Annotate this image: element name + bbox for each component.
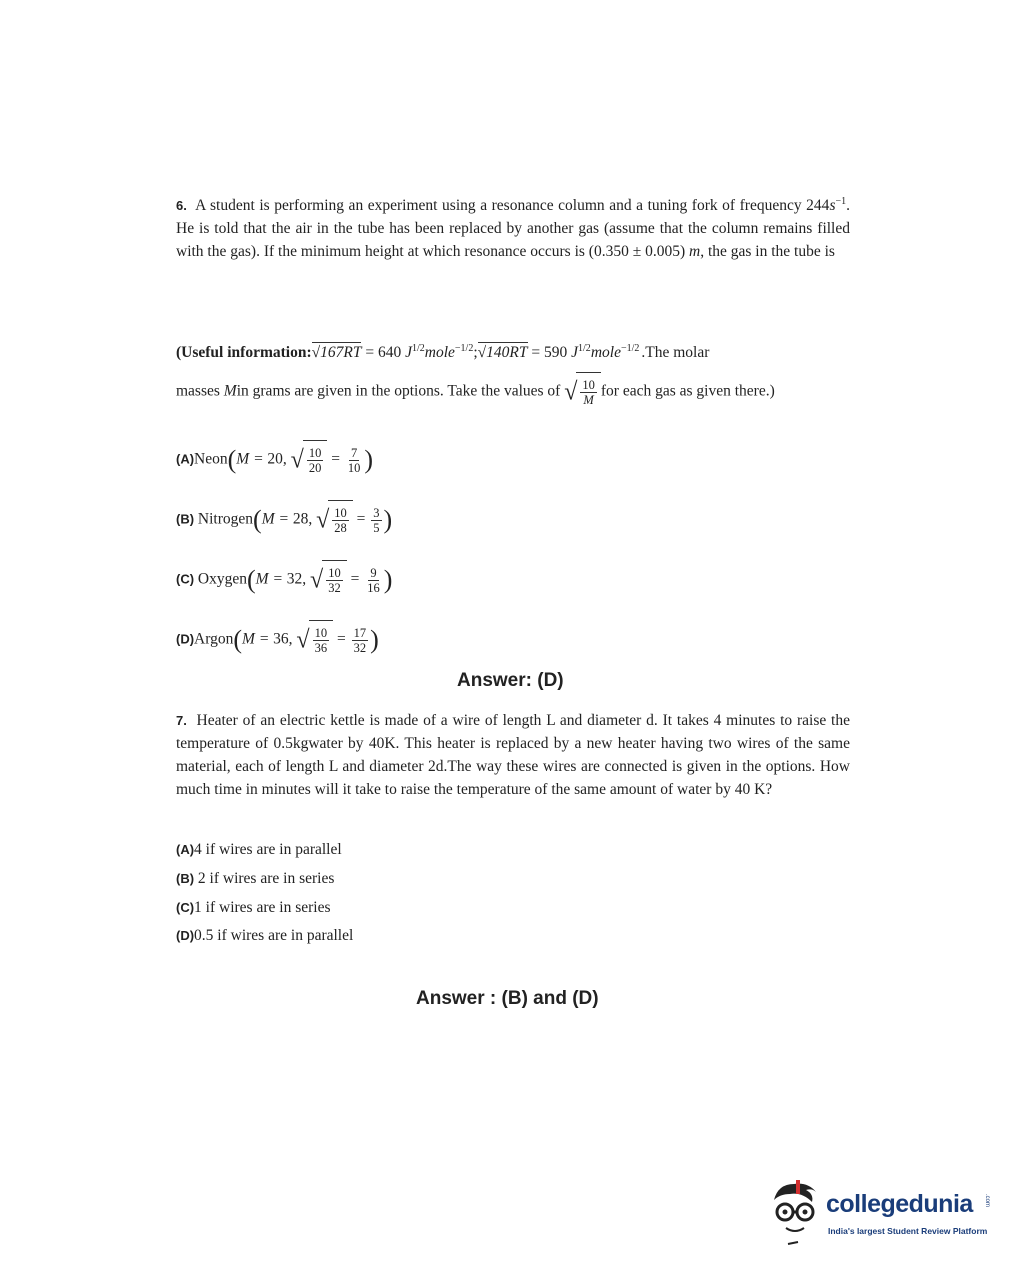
option-label: (C): [176, 571, 195, 587]
option-text: 0.5 if wires are in parallel: [194, 927, 354, 944]
frac-den: 32: [328, 581, 341, 595]
q6-option-b: (B) Nitrogen(M = 28, √ $\frac{10}{28}$ = $\frac{3}{5}$ ): [176, 500, 392, 540]
unit-s: s: [829, 197, 836, 215]
option-label: (B): [176, 511, 195, 527]
option-text: 1 if wires are in series: [194, 899, 331, 916]
q6-option-a: (A)Neon(M = 20, √ $\frac{10}{20}$ = $\frac{7}{10}$ ): [176, 440, 373, 480]
result-den: 16: [367, 580, 380, 595]
useful-label: (Useful information:: [176, 344, 312, 362]
question-7: [176, 709, 850, 801]
option-name: Nitrogen: [194, 510, 254, 528]
frac-den: 36: [314, 641, 328, 655]
q7-option-d: [176, 926, 353, 946]
frac-den: M: [583, 393, 594, 407]
unit-mole: mole: [424, 344, 455, 362]
unit-mole-2: mole: [590, 344, 621, 362]
option-mass: 20,: [267, 450, 287, 468]
result-num: 3: [373, 505, 380, 520]
rt-167: 167RT: [320, 344, 362, 362]
m-eq: M =: [255, 570, 287, 588]
equals: =: [331, 450, 340, 468]
frac-num: 10: [334, 506, 347, 520]
option-name: Argon: [194, 630, 234, 648]
option-mass: 36,: [273, 630, 293, 648]
result-num: 7: [350, 445, 358, 460]
question-text-b: . He is told that the air in the tube has been replaced by another gas (assume that the column remains filled with the gas). If the minimum height at which resonance occurs is (0.350 ± 0.005): [176, 197, 850, 261]
exp-half-2: 1/2: [578, 343, 591, 354]
result-den: 10: [347, 460, 361, 475]
result-num: 9: [370, 565, 377, 580]
result-den: 32: [353, 640, 367, 655]
brand-name: collegedunia: [826, 1190, 973, 1218]
brand-tagline: India's largest Student Review Platform: [828, 1226, 988, 1236]
q7-option-a: [176, 840, 342, 860]
exp-half: 1/2: [412, 343, 425, 354]
eq-590: = 590: [527, 344, 572, 362]
brand-dotcom: .com: [984, 1194, 990, 1208]
masses-text-a: masses: [176, 382, 224, 400]
m-eq: M =: [242, 630, 274, 648]
option-label: (A): [176, 451, 195, 467]
sqrt-10-over-m: √ $\frac{10}{M}$: [564, 372, 601, 412]
separator: ;: [473, 344, 478, 362]
rt-140: 140RT: [486, 344, 528, 362]
question-number: 7.: [176, 713, 187, 728]
question-text-a: A student is performing an experiment using a resonance column and a tuning fork of frequency 244: [195, 197, 830, 215]
frac-den: 28: [334, 521, 347, 535]
q7-answer: Answer : (B) and (D): [416, 988, 599, 1009]
option-text: 4 if wires are in parallel: [194, 841, 342, 858]
option-text: 2 if wires are in series: [194, 870, 335, 887]
q6-option-d: (D)Argon(M = 36, √ $\frac{10}{36}$ = $\frac{17}{32}$ ): [176, 620, 379, 660]
q6-option-c: (C) Oxygen(M = 32, √ $\frac{10}{32}$ = $\frac{9}{16}$ ): [176, 560, 392, 600]
option-label: (A): [176, 842, 195, 857]
mascot-icon: [768, 1178, 824, 1250]
m-eq: M =: [261, 510, 293, 528]
masses-text-b: in grams are given in the options. Take the values of: [236, 382, 561, 400]
q7-option-c: [176, 898, 330, 918]
frac-num: 10: [582, 378, 595, 392]
equals: =: [356, 510, 366, 528]
masses-m: M: [223, 382, 237, 400]
option-name: Oxygen: [194, 570, 247, 588]
option-mass: 28,: [292, 510, 313, 528]
result-num: 17: [353, 625, 367, 640]
useful-info-line: (Useful information:√167RT = 640 $J^{1/2}mole^{-1/2};√140RT = 590$ $J^{1/2}mole^{-1/2}$ .The molar: [176, 343, 710, 362]
option-mass: 32,: [286, 570, 307, 588]
unit-m: m: [689, 243, 701, 261]
question-text-c: , the gas in the tube is: [700, 243, 835, 261]
frac-den: 20: [308, 461, 322, 475]
option-label: (D): [176, 631, 195, 647]
equals: =: [336, 630, 346, 648]
m-eq: M =: [236, 450, 268, 468]
result-den: 5: [373, 520, 380, 535]
frac-num: 10: [328, 566, 341, 580]
unit-j: J: [405, 344, 412, 362]
frac-num: 10: [308, 446, 322, 460]
collegedunia-logo: [768, 1178, 993, 1250]
useful-tail: .The molar: [641, 344, 710, 362]
exponent: −1: [835, 196, 847, 207]
q7-option-b: [176, 869, 334, 889]
option-label: (B): [176, 871, 195, 886]
option-name: Neon: [194, 450, 228, 468]
option-label: (C): [176, 900, 195, 915]
masses-text-c: for each gas as given there.): [600, 382, 775, 400]
question-6: [176, 190, 850, 263]
question-text: Heater of an electric kettle is made of a wire of length L and diameter d. It takes 4 minutes to raise the temperature of 0.5kgwater by 40K. This heater is replaced by a new heater having two wires of the same material, each of length L and diameter 2d.The way these wires are connected is given in the options. How much time in minutes will it take to raise the temperature of the same amount of water by 40 K?: [176, 712, 850, 798]
option-label: (D): [176, 928, 195, 943]
frac-num: 10: [314, 626, 328, 640]
eq-640: = 640: [361, 344, 406, 362]
exp-neg-half: −1/2: [454, 343, 474, 354]
unit-j-2: J: [571, 344, 579, 362]
equals: =: [350, 570, 360, 588]
masses-line: [176, 372, 775, 412]
exp-neg-half-2: −1/2: [620, 343, 640, 354]
question-number: 6.: [176, 198, 187, 214]
q6-answer: Answer: (D): [457, 670, 564, 691]
